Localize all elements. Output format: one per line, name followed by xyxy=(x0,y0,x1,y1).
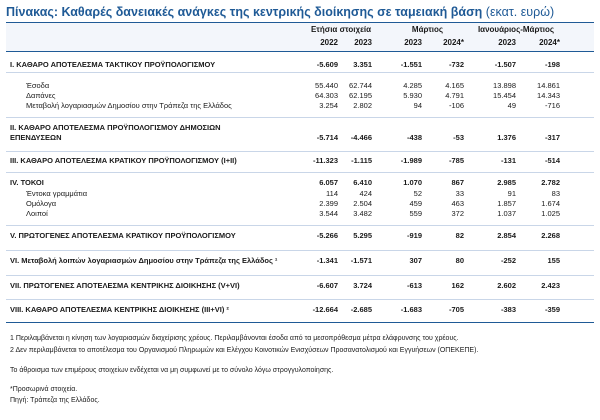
row-value: 33 xyxy=(455,189,464,198)
row-divider xyxy=(6,250,594,251)
row-value: 867 xyxy=(451,178,464,187)
header-year: 2023 xyxy=(498,38,516,47)
row-value: -732 xyxy=(448,60,464,69)
row-value: 2.602 xyxy=(497,281,516,290)
row-label: VII. ΠΡΩΤΟΓΕΝΕΣ ΑΠΟΤΕΛΕΣΜΑ ΚΕΝΤΡΙΚΗΣ ΔΙΟΙΚΗΣΗΣ (V+VI) xyxy=(10,281,240,290)
row-value: 6.410 xyxy=(353,178,372,187)
row-value: 559 xyxy=(409,209,422,218)
header-group-annual: Ετήσια στοιχεία xyxy=(310,25,372,34)
row-value: -1.989 xyxy=(400,156,422,165)
source-note: Πηγή: Τράπεζα της Ελλάδος. xyxy=(10,397,100,404)
row-value: 1.025 xyxy=(541,209,560,218)
row-label: VIII. ΚΑΘΑΡΟ ΑΠΟΤΕΛΕΣΜΑ ΚΕΝΤΡΙΚΗΣ ΔΙΟΙΚΗΣΗΣ (III+VI) ² xyxy=(10,305,229,314)
row-value: 55.440 xyxy=(315,81,338,90)
row-label: V. ΠΡΩΤΟΓΕΝΕΣ ΑΠΟΤΕΛΕΣΜΑ ΚΡΑΤΙΚΟΥ ΠΡΟΫΠΟΛΟΓΙΣΜΟΥ xyxy=(10,231,236,240)
row-value: 80 xyxy=(455,256,464,265)
row-value: 2.985 xyxy=(497,178,516,187)
row-value: 5.930 xyxy=(403,91,422,100)
provisional-note: *Προσωρινά στοιχεία. xyxy=(10,386,78,393)
row-value: -12.664 xyxy=(312,305,338,314)
row-value: -705 xyxy=(448,305,464,314)
row-value: 459 xyxy=(409,199,422,208)
title-unit: (εκατ. ευρώ) xyxy=(485,5,555,19)
row-value: 6.057 xyxy=(319,178,338,187)
row-divider xyxy=(6,172,594,173)
row-value: -919 xyxy=(406,231,422,240)
row-value: -716 xyxy=(544,101,560,110)
row-value: -1.115 xyxy=(351,156,372,165)
data-table xyxy=(6,22,594,314)
row-value: 2.802 xyxy=(353,101,372,110)
row-label: VI. Μεταβολή λοιπών λογαριασμών Δημοσίου στην Τράπεζα της Ελλάδος ¹ xyxy=(10,256,278,265)
row-value: 91 xyxy=(507,189,516,198)
row-value: 62.744 xyxy=(349,81,372,90)
row-value: 52 xyxy=(413,189,422,198)
row-value: -53 xyxy=(453,133,464,142)
row-value: 2.268 xyxy=(541,231,560,240)
rounding-note: Το άθροισμα των επιμέρους στοιχείων ενδέχεται να μη συμφωνεί με το σύνολο λόγω στρογγυλοποίησης. xyxy=(10,367,334,374)
row-value: 15.454 xyxy=(493,91,516,100)
header-year: 2024* xyxy=(443,38,464,47)
header-year: 2023 xyxy=(354,38,372,47)
footnote-1: 1 Περιλαμβάνεται η κίνηση των λογαριασμών διαχείρισης χρέους. Περιλαμβάνονται έσοδα από τα μεσοπρόθεσμα μέτρα ελάφρυνσης του χρέους. xyxy=(10,335,459,342)
row-label: Δαπάνες xyxy=(26,91,56,100)
row-divider xyxy=(6,117,594,118)
row-value: 2.854 xyxy=(497,231,516,240)
row-value: -1.341 xyxy=(316,256,338,265)
row-value: 307 xyxy=(409,256,422,265)
row-value: -106 xyxy=(448,101,464,110)
row-value: 4.165 xyxy=(445,81,464,90)
row-label: Έντοκα γραμμάτια xyxy=(26,189,88,198)
row-divider xyxy=(6,275,594,276)
row-value: 2.399 xyxy=(319,199,338,208)
row-value: -317 xyxy=(544,133,560,142)
row-label: Λοιποί xyxy=(26,209,48,218)
row-value: 2.504 xyxy=(353,199,372,208)
row-value: -5.266 xyxy=(316,231,338,240)
row-value: -359 xyxy=(544,305,560,314)
row-value: -252 xyxy=(500,256,516,265)
row-value: 1.376 xyxy=(497,133,516,142)
row-value: 155 xyxy=(547,256,560,265)
row-value: -383 xyxy=(500,305,516,314)
row-value: 4.791 xyxy=(445,91,464,100)
row-divider xyxy=(6,299,594,300)
row-value: 3.482 xyxy=(353,209,372,218)
row-value: 13.898 xyxy=(493,81,516,90)
row-label: II. ΚΑΘΑΡΟ ΑΠΟΤΕΛΕΣΜΑ ΠΡΟΫΠΟΛΟΓΙΣΜΟΥ ΔΗΜΟΣΙΩΝ ΕΠΕΝΔΥΣΕΩΝ xyxy=(10,123,221,142)
row-value: 64.303 xyxy=(315,91,338,100)
row-value: 1.857 xyxy=(497,199,516,208)
row-divider xyxy=(6,225,594,226)
row-value: 4.285 xyxy=(403,81,422,90)
row-value: 1.674 xyxy=(541,199,560,208)
row-value: -198 xyxy=(544,60,560,69)
row-value: 3.351 xyxy=(353,60,372,69)
row-value: 2.423 xyxy=(541,281,560,290)
row-value: 372 xyxy=(451,209,464,218)
footnote-2: 2 Δεν περιλαμβάνεται το αποτέλεσμα του Οργανισμού Πληρωμών και Ελέγχου Κοινοτικών Ενισχύσεων Προσανατολισμού και Εγγυήσεων (ΟΠΕΚΕΠΕ). xyxy=(10,347,479,354)
row-value: -131 xyxy=(500,156,516,165)
row-value: 1.070 xyxy=(403,178,422,187)
row-label: Έσοδα xyxy=(26,81,50,90)
row-value: -4.466 xyxy=(350,133,372,142)
header-year: 2022 xyxy=(320,38,338,47)
row-divider xyxy=(6,151,594,152)
row-value: -5.609 xyxy=(316,60,338,69)
row-value: 1.037 xyxy=(497,209,516,218)
row-value: -1.571 xyxy=(350,256,372,265)
row-value: -1.507 xyxy=(494,60,516,69)
row-label: Μεταβολή λογαριασμών Δημοσίου στην Τράπεζα της Ελλάδος xyxy=(26,101,232,110)
row-value: 94 xyxy=(413,101,422,110)
header-group-jan-mar: Ιανουάριος-Μάρτιος xyxy=(477,25,555,34)
row-value: -2.685 xyxy=(350,305,372,314)
row-value: 82 xyxy=(455,231,464,240)
row-label: IV. ΤΟΚΟΙ xyxy=(10,178,44,187)
row-value: 83 xyxy=(551,189,560,198)
row-label: Ομόλογα xyxy=(26,199,57,208)
row-value: 3.544 xyxy=(319,209,338,218)
row-value: 2.782 xyxy=(541,178,560,187)
header-year: 2023 xyxy=(404,38,422,47)
row-value: 5.295 xyxy=(353,231,372,240)
row-value: 424 xyxy=(359,189,372,198)
table-bottom-border xyxy=(6,322,594,323)
row-divider xyxy=(6,72,594,73)
row-value: -1.683 xyxy=(400,305,422,314)
row-value: -613 xyxy=(406,281,422,290)
row-value: 463 xyxy=(451,199,464,208)
row-value: 14.343 xyxy=(537,91,560,100)
row-value: 49 xyxy=(507,101,516,110)
row-label: III. ΚΑΘΑΡΟ ΑΠΟΤΕΛΕΣΜΑ ΚΡΑΤΙΚΟΥ ΠΡΟΫΠΟΛΟΓΙΣΜΟΥ (I+II) xyxy=(10,156,237,165)
row-value: -6.607 xyxy=(316,281,338,290)
row-value: 14.861 xyxy=(537,81,560,90)
row-value: 162 xyxy=(451,281,464,290)
row-value: -438 xyxy=(406,133,422,142)
row-value: -1.551 xyxy=(400,60,422,69)
page-title xyxy=(6,5,554,19)
row-value: 3.724 xyxy=(353,281,372,290)
row-value: 62.195 xyxy=(349,91,372,100)
row-value: -785 xyxy=(448,156,464,165)
row-label: I. ΚΑΘΑΡΟ ΑΠΟΤΕΛΕΣΜΑ ΤΑΚΤΙΚΟΥ ΠΡΟΫΠΟΛΟΓΙΣΜΟΥ xyxy=(10,60,216,69)
row-value: 3.254 xyxy=(319,101,338,110)
header-year: 2024* xyxy=(539,38,560,47)
row-value: -514 xyxy=(544,156,560,165)
title-text: Πίνακας: Καθαρές δανειακές ανάγκες της κεντρικής διοίκησης σε ταμειακή βάση xyxy=(6,5,483,19)
header-group-march: Μάρτιος xyxy=(411,25,444,34)
row-value: -11.323 xyxy=(312,156,338,165)
table-header xyxy=(6,22,594,52)
row-value: 114 xyxy=(326,189,338,198)
row-value: -5.714 xyxy=(316,133,338,142)
